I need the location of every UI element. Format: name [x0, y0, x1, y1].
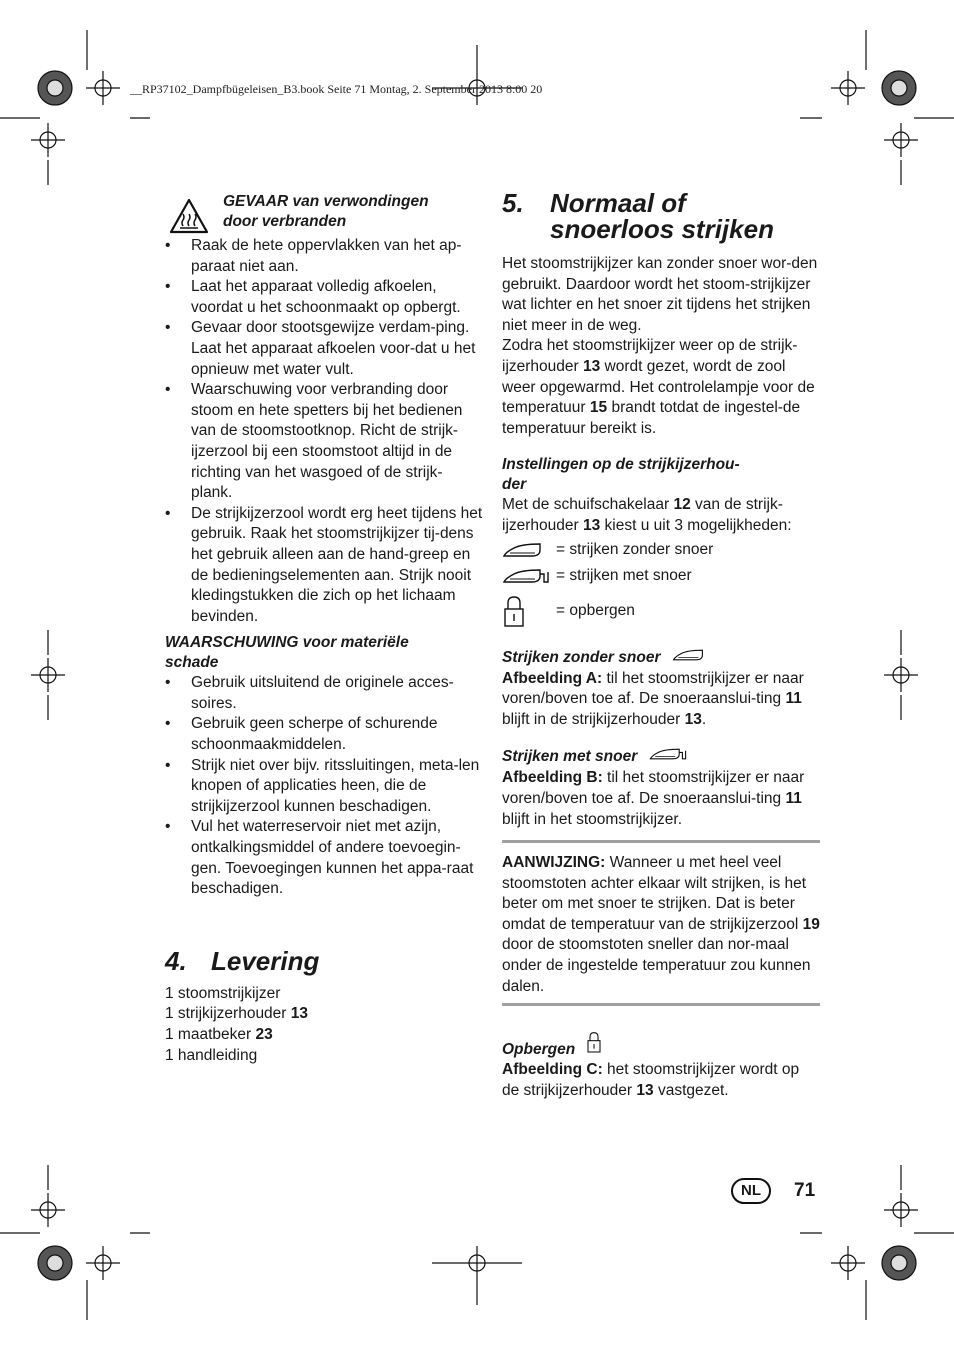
section-5-intro-1: Het stoomstrijkijzer kan zonder snoer wor-den gebruikt. Daardoor wordt het stoom-strijkijzer wat lichter en het snoer zit tijdens het strijken niet meer in de weg.: [502, 255, 818, 334]
figure-label: Afbeelding A:: [502, 669, 603, 687]
mode-storage: [502, 591, 820, 635]
text-span: blijft in het stoomstrijkijzer.: [502, 810, 683, 828]
list-item: • De strijkijzerzool wordt erg heet tijdens het gebruik. Raak het stoomstrijkijzer tij-dens het gebruik alleen aan de hand-greep en de bedieningselementen aan. Strijk nooit kledingstukken die zich op het lichaam bevinden.: [165, 504, 483, 628]
delivery-item-text: 1 handleiding: [165, 1046, 258, 1064]
delivery-item: [165, 1046, 483, 1067]
text-span: Met de schuifschakelaar: [502, 496, 674, 514]
text-span: kiest u uit 3 mogelijkheden:: [600, 516, 792, 534]
print-header-line: __RP37102_Dampfbügeleisen_B3.book Seite 71 Montag, 2. September 2013 8:00 20: [130, 82, 543, 96]
material-warning-title: [165, 633, 483, 673]
material-warning-title-line1: WAARSCHUWING voor materiële: [165, 634, 409, 652]
text-span: Wanneer u met heel veel stoomstoten achter elkaar wilt strijken, is het beter om met snoer te strijken. Dat is beter omdat de temperatuur van de strijkijzerzool: [502, 854, 807, 933]
cordless-heading: [502, 647, 820, 669]
delivery-item-text: 1 strijkijzerhouder: [165, 1005, 291, 1023]
storage-heading-text: Opbergen: [502, 1041, 576, 1059]
page-number: 71: [794, 1180, 816, 1201]
mode-cordless: [502, 537, 820, 563]
ref-number: 19: [802, 915, 820, 933]
delivery-item: [165, 1004, 483, 1025]
note-label: AANWIJZING:: [502, 854, 606, 872]
ref-number: 13: [583, 357, 601, 375]
settings-heading: [502, 455, 820, 495]
burn-warning-list: [165, 236, 483, 627]
text-span: Zodra het stoomstrijkijzer weer op de strijk-ijzerhouder: [502, 337, 798, 375]
delivery-item-ref: 23: [255, 1026, 273, 1043]
burn-warning-title-line2: door verbranden: [223, 213, 347, 230]
text-span: brandt totdat de ingestel-de temperatuur bereikt is.: [502, 399, 801, 437]
text-span: door de stoomstoten sneller dan nor-maal onder de ingestelde temperatuur zou kunnen dalen.: [502, 936, 811, 995]
text-span: van de strijk-ijzerhouder: [502, 496, 783, 534]
list-item: • Gebruik geen scherpe of schurende schoonmaakmiddelen.: [165, 714, 483, 755]
text-span: vastgezet.: [653, 1081, 729, 1099]
figure-label: Afbeelding B:: [502, 769, 603, 787]
section-5-title-line1: Normaal of: [550, 188, 686, 218]
settings-text: [502, 495, 820, 536]
burn-warning: [165, 192, 483, 232]
delivery-item: [165, 1025, 483, 1046]
burn-warning-title-line1: GEVAAR van verwondingen: [223, 193, 429, 210]
text-span: .: [701, 710, 707, 728]
material-warning-list: [165, 673, 483, 900]
text-span: til het stoomstrijkijzer er naar voren/boven toe af. De snoeraanslui-ting: [502, 769, 805, 807]
cordless-iron-icon: [671, 647, 705, 669]
corded-heading-text: Strijken met snoer: [502, 748, 638, 766]
ref-number: 13: [684, 710, 702, 728]
cordless-text: [502, 669, 820, 731]
list-item: • Raak de hete oppervlakken van het ap-paraat niet aan.: [165, 236, 483, 277]
language-badge: NL: [731, 1178, 771, 1204]
corded-heading: [502, 746, 820, 768]
section-4-title: Levering: [211, 945, 320, 976]
mode-corded-label: = strijken met snoer: [556, 566, 692, 584]
delivery-list: [165, 984, 483, 1066]
text-span: wordt gezet, wordt de zool weer opgewarmd. Het controlelampje voor de temperatuur: [502, 357, 815, 417]
settings-heading-line1: Instellingen op de strijkijzerhou-: [502, 456, 740, 474]
list-item: • Waarschuwing voor verbranding door stoom en hete spetters bij het bedienen van de stoomstootknop. Richt de strijk-ijzerzool bij een stoomstoot altijd in de richting van het wasgoed of de strijk-plank.: [165, 380, 483, 504]
section-5-intro-2: [502, 336, 820, 439]
delivery-item-ref: 13: [290, 1005, 309, 1023]
settings-heading-line2: der: [502, 476, 527, 494]
ref-number: 11: [785, 789, 802, 807]
section-4-number: 4.: [165, 945, 187, 976]
ref-number: 13: [636, 1081, 654, 1099]
figure-label: Afbeelding C:: [502, 1061, 603, 1079]
list-item: • Laat het apparaat volledig afkoelen, voordat u het schoonmaakt op opbergt.: [165, 277, 483, 318]
mode-cordless-label: = strijken zonder snoer: [556, 540, 714, 558]
storage-text: [502, 1060, 820, 1101]
list-item: • Gevaar door stootsgewijze verdam-ping. Laat het apparaat afkoelen voor-dat u het opnieuw met water vult.: [165, 318, 483, 380]
lock-icon: [586, 1030, 602, 1060]
right-column: [502, 190, 820, 1101]
delivery-item: [165, 984, 483, 1005]
mode-corded: [502, 563, 820, 589]
text-span: het stoomstrijkijzer wordt op de strijkijzerhouder: [502, 1061, 800, 1099]
delivery-item-text: 1 maatbeker: [165, 1026, 256, 1043]
list-item: • Gebruik uitsluitend de originele acces-soires.: [165, 673, 483, 714]
text-span: blijft in de strijkijzerhouder: [502, 710, 685, 728]
delivery-item-text: 1 stoomstrijkijzer: [165, 984, 281, 1002]
list-item: • Vul het waterreservoir niet met azijn, ontkalkingsmiddel of andere toevoegin-gen. Toevoegingen kunnen het appa-raat beschadigen.: [165, 817, 483, 899]
ref-number: 13: [583, 516, 601, 534]
left-column: [165, 192, 483, 1066]
storage-heading: [502, 1030, 820, 1060]
lock-icon: [502, 594, 526, 644]
cordless-heading-text: Strijken zonder snoer: [502, 648, 661, 666]
section-5-title-line2: snoerloos strijken: [550, 214, 774, 244]
note-box: [502, 840, 820, 1006]
corded-iron-icon: [648, 746, 688, 768]
section-5-number: 5.: [502, 188, 524, 218]
ref-number: 12: [673, 496, 691, 514]
corded-text: [502, 768, 820, 830]
material-warning-title-line2: schade: [165, 654, 219, 672]
text-span: til het stoomstrijkijzer er naar voren/boven toe af. De snoeraanslui-ting: [502, 669, 804, 708]
ref-number: 11: [785, 690, 802, 708]
note-text: [502, 853, 820, 997]
list-item: • Strijk niet over bijv. ritssluitingen, meta-len knopen of applicaties heen, die de strijkijzerzool kunnen beschadigen.: [165, 756, 483, 818]
hot-surface-warning-icon: [169, 198, 209, 241]
mode-storage-label: = opbergen: [556, 601, 635, 619]
ref-number: 15: [589, 399, 608, 417]
section-4-heading: [165, 945, 483, 976]
burn-warning-title: [223, 192, 483, 232]
section-5-heading: [502, 190, 820, 242]
